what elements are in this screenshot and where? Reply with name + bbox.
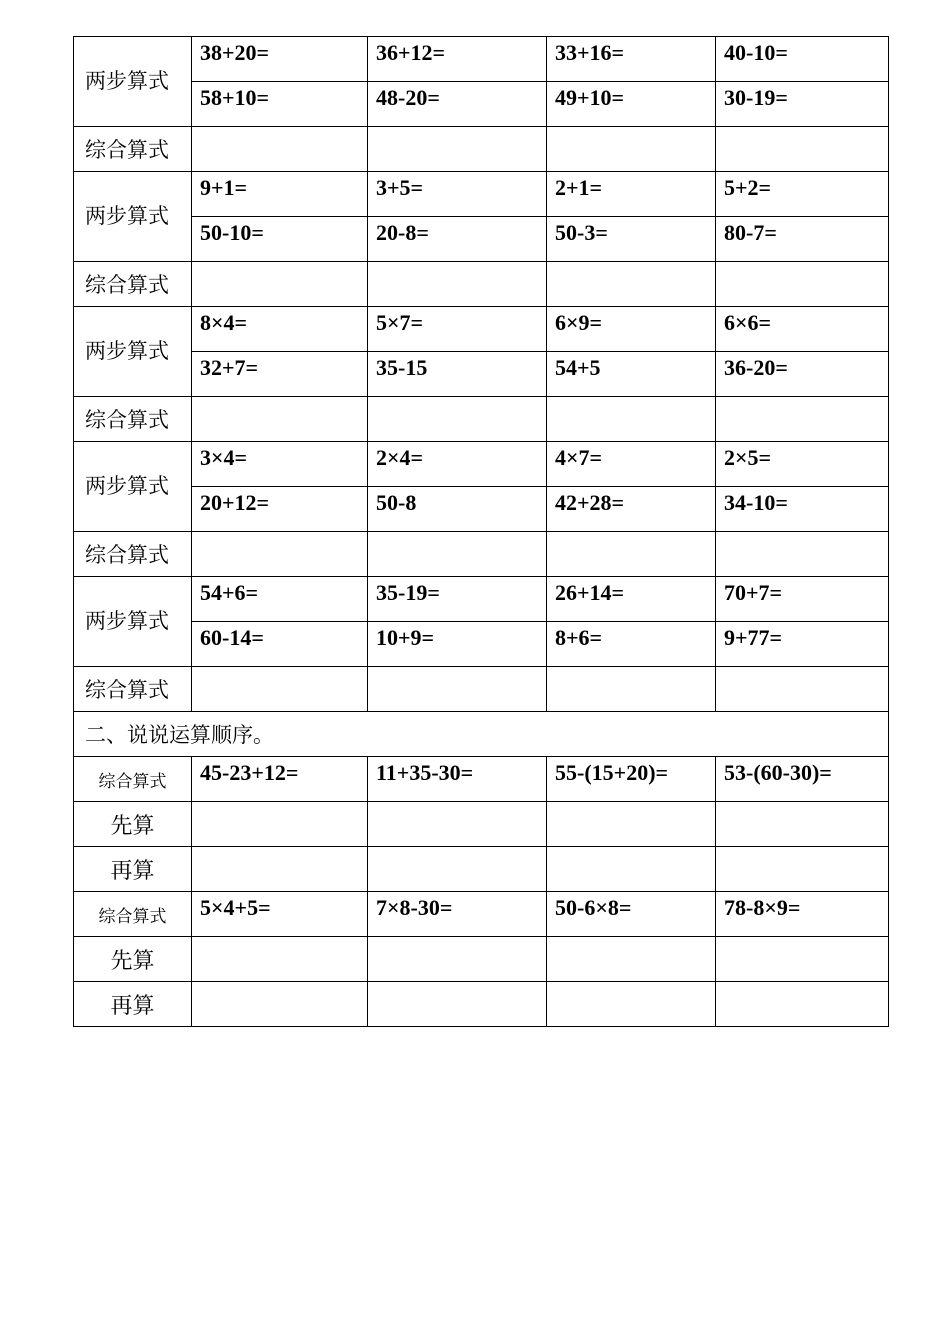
two-step-row — [74, 352, 889, 397]
answer-cell[interactable] — [192, 937, 368, 982]
expression-cell: 36-20= — [716, 352, 889, 397]
answer-cell[interactable] — [547, 982, 716, 1027]
then-step-row — [74, 847, 889, 892]
answer-cell[interactable] — [192, 847, 368, 892]
answer-cell[interactable] — [716, 262, 889, 307]
order-expression-row — [74, 757, 889, 802]
answer-cell[interactable] — [547, 667, 716, 712]
expression-cell: 34-10= — [716, 487, 889, 532]
answer-cell[interactable] — [547, 262, 716, 307]
expression-cell: 9+1= — [192, 172, 368, 217]
expression-cell: 20+12= — [192, 487, 368, 532]
answer-cell[interactable] — [368, 982, 547, 1027]
answer-cell[interactable] — [368, 262, 547, 307]
expression-cell: 45-23+12= — [192, 757, 368, 802]
expression-cell: 10+9= — [368, 622, 547, 667]
expression-cell: 30-19= — [716, 82, 889, 127]
answer-cell[interactable] — [716, 982, 889, 1027]
combined-label: 综合算式 — [74, 532, 192, 577]
answer-cell[interactable] — [547, 937, 716, 982]
first-step-row — [74, 802, 889, 847]
expression-cell: 50-6×8= — [547, 892, 716, 937]
first-label: 先算 — [74, 937, 192, 982]
answer-cell[interactable] — [547, 397, 716, 442]
combined-label: 综合算式 — [74, 262, 192, 307]
then-label: 再算 — [74, 982, 192, 1027]
expression-cell: 36+12= — [368, 37, 547, 82]
two-step-row — [74, 307, 889, 352]
answer-cell[interactable] — [192, 982, 368, 1027]
expression-cell: 49+10= — [547, 82, 716, 127]
answer-cell[interactable] — [368, 667, 547, 712]
expression-cell: 5×7= — [368, 307, 547, 352]
worksheet-table — [73, 36, 889, 1027]
combined-row — [74, 127, 889, 172]
expression-cell: 2×4= — [368, 442, 547, 487]
answer-cell[interactable] — [716, 532, 889, 577]
expression-cell: 32+7= — [192, 352, 368, 397]
first-step-row — [74, 937, 889, 982]
expression-cell: 6×6= — [716, 307, 889, 352]
expression-cell: 53-(60-30)= — [716, 757, 889, 802]
two-step-label: 两步算式 — [74, 577, 192, 667]
expression-cell: 60-14= — [192, 622, 368, 667]
answer-cell[interactable] — [368, 847, 547, 892]
combined-row — [74, 397, 889, 442]
answer-cell[interactable] — [368, 532, 547, 577]
expression-cell: 38+20= — [192, 37, 368, 82]
combined-row — [74, 532, 889, 577]
two-step-label: 两步算式 — [74, 37, 192, 127]
combined-label: 综合算式 — [74, 127, 192, 172]
answer-cell[interactable] — [368, 802, 547, 847]
answer-cell[interactable] — [192, 667, 368, 712]
answer-cell[interactable] — [716, 802, 889, 847]
section-two-heading: 二、说说运算顺序。 — [74, 712, 889, 757]
expression-cell: 20-8= — [368, 217, 547, 262]
expression-cell: 8×4= — [192, 307, 368, 352]
expression-cell: 42+28= — [547, 487, 716, 532]
answer-cell[interactable] — [716, 127, 889, 172]
expression-cell: 5×4+5= — [192, 892, 368, 937]
expression-cell: 11+35-30= — [368, 757, 547, 802]
expression-cell: 54+6= — [192, 577, 368, 622]
answer-cell[interactable] — [716, 397, 889, 442]
two-step-row — [74, 37, 889, 82]
expression-cell: 5+2= — [716, 172, 889, 217]
expression-cell: 6×9= — [547, 307, 716, 352]
answer-cell[interactable] — [547, 532, 716, 577]
expression-cell: 58+10= — [192, 82, 368, 127]
expression-cell: 26+14= — [547, 577, 716, 622]
answer-cell[interactable] — [368, 397, 547, 442]
answer-cell[interactable] — [192, 127, 368, 172]
answer-cell[interactable] — [547, 127, 716, 172]
expression-cell: 2×5= — [716, 442, 889, 487]
answer-cell[interactable] — [368, 127, 547, 172]
expression-cell: 40-10= — [716, 37, 889, 82]
section-heading-row — [74, 712, 889, 757]
answer-cell[interactable] — [547, 847, 716, 892]
expression-cell: 2+1= — [547, 172, 716, 217]
two-step-row — [74, 487, 889, 532]
combined-label: 综合算式 — [74, 397, 192, 442]
expression-cell: 80-7= — [716, 217, 889, 262]
expression-cell: 33+16= — [547, 37, 716, 82]
answer-cell[interactable] — [192, 262, 368, 307]
expression-cell: 70+7= — [716, 577, 889, 622]
combined-label: 综合算式 — [74, 892, 192, 937]
expression-cell: 35-19= — [368, 577, 547, 622]
expression-cell: 8+6= — [547, 622, 716, 667]
combined-row — [74, 262, 889, 307]
expression-cell: 50-10= — [192, 217, 368, 262]
expression-cell: 54+5 — [547, 352, 716, 397]
answer-cell[interactable] — [716, 937, 889, 982]
expression-cell: 78-8×9= — [716, 892, 889, 937]
two-step-row — [74, 172, 889, 217]
expression-cell: 50-8 — [368, 487, 547, 532]
two-step-row — [74, 82, 889, 127]
answer-cell[interactable] — [368, 937, 547, 982]
answer-cell[interactable] — [716, 847, 889, 892]
then-label: 再算 — [74, 847, 192, 892]
two-step-row — [74, 217, 889, 262]
two-step-row — [74, 622, 889, 667]
expression-cell: 7×8-30= — [368, 892, 547, 937]
answer-cell[interactable] — [192, 802, 368, 847]
expression-cell: 3+5= — [368, 172, 547, 217]
answer-cell[interactable] — [716, 667, 889, 712]
expression-cell: 3×4= — [192, 442, 368, 487]
combined-label: 综合算式 — [74, 757, 192, 802]
two-step-row — [74, 577, 889, 622]
two-step-label: 两步算式 — [74, 307, 192, 397]
expression-cell: 4×7= — [547, 442, 716, 487]
two-step-row — [74, 442, 889, 487]
answer-cell[interactable] — [547, 802, 716, 847]
expression-cell: 35-15 — [368, 352, 547, 397]
answer-cell[interactable] — [192, 532, 368, 577]
first-label: 先算 — [74, 802, 192, 847]
expression-cell: 50-3= — [547, 217, 716, 262]
two-step-label: 两步算式 — [74, 172, 192, 262]
two-step-label: 两步算式 — [74, 442, 192, 532]
expression-cell: 55-(15+20)= — [547, 757, 716, 802]
expression-cell: 48-20= — [368, 82, 547, 127]
answer-cell[interactable] — [192, 397, 368, 442]
then-step-row — [74, 982, 889, 1027]
expression-cell: 9+77= — [716, 622, 889, 667]
combined-row — [74, 667, 889, 712]
order-expression-row — [74, 892, 889, 937]
combined-label: 综合算式 — [74, 667, 192, 712]
